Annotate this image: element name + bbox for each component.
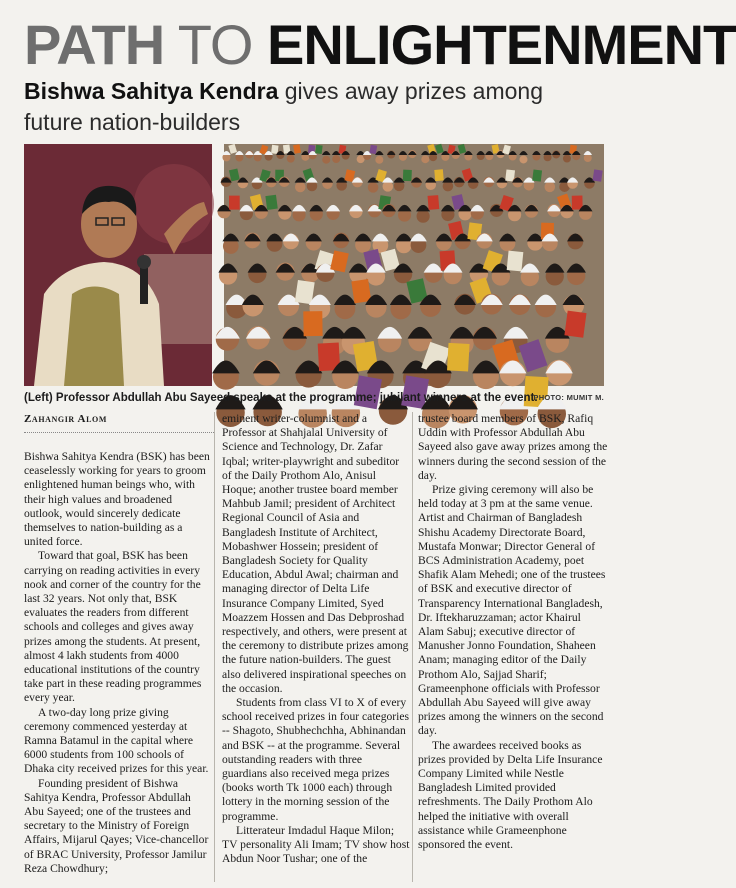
subheadline xyxy=(24,76,608,138)
headline-word-path: PATH xyxy=(24,13,165,76)
headline-word-to: TO xyxy=(177,13,253,76)
column-divider xyxy=(214,412,215,882)
column-divider xyxy=(412,412,413,882)
paragraph: Students from class VI to X of every school received prizes in four categories -- Shagoto, Shubhechchha, Abhinandan and BSK -- at the programme. Several outstanding readers with three guardians also received mega prizes (books worth Tk 1000 each) through lottery in the morning session of the programme. xyxy=(222,696,410,823)
paragraph: The awardees received books as prizes provided by Delta Life Insurance Company Limited while Nestle Bangladesh Limited provided refreshments. The Daily Prothom Alo helped the initiative with overall assistance while Grameenphone sponsored the event. xyxy=(418,738,603,852)
paragraph: Founding president of Bishwa Sahitya Kendra, Professor Abdullah Abu Sayeed; one of the trustees and secretary to the Ministry of Foreign Affairs, Mijarul Qayes; Vice-chancellor of BRAC University, Professor Jamilur Reza Chowdhury; xyxy=(24,776,209,875)
headline-word-enlightenment: ENLIGHTENMENT xyxy=(267,13,736,76)
article-column-2 xyxy=(222,412,410,884)
paragraph: trustee board members of BSK, Rafiq Uddin with Professor Abdullah Abu Sayeed also gave away prizes among the winners during the second session of the day. xyxy=(418,412,608,482)
subheadline-text: gives away prizes among future nation-builders xyxy=(24,78,543,135)
crowd-photo xyxy=(224,144,604,386)
photo-credit: PHOTO: MUMIT M. xyxy=(533,393,604,402)
paragraph: eminent writer-columnist and a Professor at Shahjalal University of Science and Technology, Dr. Zafar Iqbal; writer-playwright and subeditor of the Daily Prothom Alo, Anisul Hoque; another trustee board member Mahbub Jamil; president of Architect Regional Council of Asia and Bangladesh Institute of Architect, Mobashwer Hossein; president of Bangladesh Society for Quality Education, Abdul Awal; chairman and managing director of Delta Life Insurance Company Limited, Syed Moazzem Hossen and Das Debproshad respectively, and others, were present at the ceremony to distribute prizes among the future nation-builders. The guest also delivered inspirational speeches on the occasion. xyxy=(222,412,409,695)
paragraph: Toward that goal, BSK has been carrying on reading activities in every nook and corner of the country for the last 32 years. Not only that, BSK evaluates the readers from different schools and colleges and gives away prizes among the students. At present, almost 4 lakh students from 4000 educational institutions of the country take part in these reading programmes every year. xyxy=(24,549,202,705)
byline-divider xyxy=(24,432,214,434)
paragraph: Prize giving ceremony will also be held today at 3 pm at the same venue. Artist and Chairman of Bangladesh Shishu Academy Directorate Board, Mustafa Monwar; Director General of BCS Administration Academy, poet Shafik Alam Mehedi; one of the trustees of BSK and executive director of Transparency International Bangladesh, Dr. Iftekharuzzaman; actor Khairul Alam Sabuj; executive director of Manusher Jonno Foundation, Shaheen Anam; managing editor of the Daily Prothom Alo, Sajjad Sharif; Grameenphone officials with Professor Abdullah Abu Sayeed will give away prizes among the winners on the second day. xyxy=(418,483,606,738)
photo-caption xyxy=(24,392,604,408)
paragraph: Bishwa Sahitya Kendra (BSK) has been ceaselessly working for years to groom enlightened human beings who, with their high values and broadened outlook, would sincerely dedicate themselves to nation-building as a united force. xyxy=(24,450,210,549)
article-column-1 xyxy=(24,450,212,884)
byline: Zahangir Alom xyxy=(24,413,108,425)
paragraph: Litterateur Imdadul Haque Milon; TV personality Ali Imam; TV show host Abdun Noor Tushar; one of the xyxy=(222,823,410,866)
speaker-photo xyxy=(24,144,212,386)
article-column-3 xyxy=(418,412,608,884)
caption-text: (Left) Professor Abdullah Abu Sayeed speaks at the programme; jubilant winners at the event. xyxy=(24,392,538,404)
headline xyxy=(24,13,736,76)
paragraph: A two-day long prize giving ceremony commenced yesterday at Ramna Batamul in the capital where 6000 students from 100 schools of Dhaka city received prizes for this year. xyxy=(24,705,209,776)
subheadline-org: Bishwa Sahitya Kendra xyxy=(24,78,279,104)
